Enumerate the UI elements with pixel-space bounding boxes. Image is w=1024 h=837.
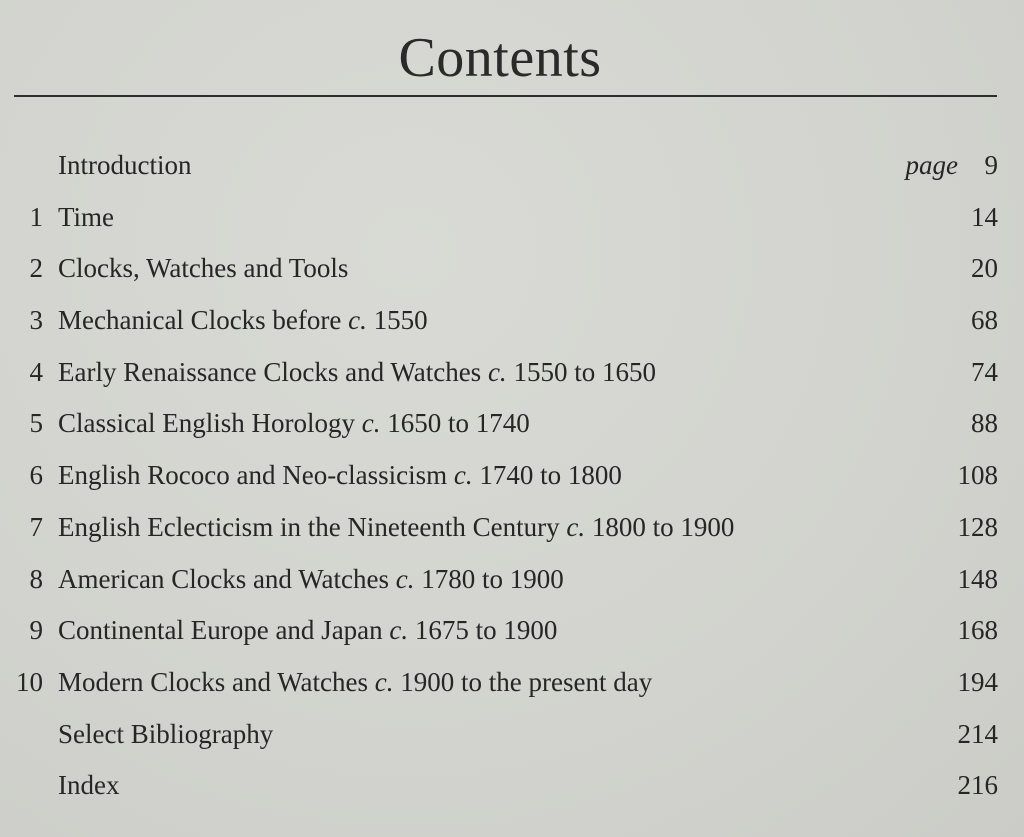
entry-dates: 1740 to 1800 <box>479 460 622 491</box>
page-number: 194 <box>957 666 998 697</box>
entry-title: Clocks, Watches and Tools <box>58 253 349 284</box>
entry-dates: 1800 to 1900 <box>591 511 735 542</box>
chapter-number: 9 <box>29 615 43 646</box>
entry-title-group <box>58 656 652 708</box>
chapter-number: 4 <box>29 356 43 387</box>
entry-title: English Eclecticism in the Nineteenth Century <box>58 511 560 542</box>
entry-dates: 1675 to 1900 <box>414 615 558 646</box>
entry-dates: 1550 <box>373 305 428 336</box>
toc-entry-2[interactable] <box>0 242 1024 294</box>
entry-title: Time <box>58 201 115 232</box>
entry-title-group <box>58 294 428 346</box>
circa-mark: c. <box>374 666 394 697</box>
entry-title: Early Renaissance Clocks and Watches <box>58 356 482 387</box>
entry-title-group <box>58 191 114 243</box>
page-number: 74 <box>971 356 998 387</box>
toc-entry-9[interactable] <box>0 604 1024 656</box>
entry-dates: 1780 to 1900 <box>421 563 564 594</box>
entry-title: Index <box>58 770 120 801</box>
entry-title: English Rococo and Neo-classicism <box>58 460 448 491</box>
entry-title: Mechanical Clocks before <box>58 305 342 336</box>
page-number: 68 <box>971 305 998 336</box>
circa-mark: c. <box>361 408 381 439</box>
chapter-number: 5 <box>29 408 43 439</box>
entry-title: American Clocks and Watches <box>58 563 389 594</box>
entry-title-group <box>58 242 348 294</box>
toc-entry-introduction[interactable] <box>0 139 1024 191</box>
title-rule <box>14 95 997 97</box>
entry-dates: 1550 to 1650 <box>513 356 656 387</box>
page-number: 148 <box>957 563 998 594</box>
entry-title: Select Bibliography <box>58 718 274 749</box>
entry-title-group <box>58 139 191 191</box>
page-word: page <box>905 150 958 180</box>
entry-title-group <box>58 708 273 760</box>
entry-title-group <box>58 501 734 553</box>
entry-title-group <box>58 759 119 811</box>
page-title: Contents <box>398 27 602 89</box>
toc-entry-3[interactable] <box>0 294 1024 346</box>
toc-entry-bibliography[interactable] <box>0 708 1024 760</box>
page-number: 216 <box>957 770 998 801</box>
circa-mark: c. <box>566 511 586 542</box>
toc-entry-7[interactable] <box>0 501 1024 553</box>
page-number: 108 <box>957 460 998 491</box>
entry-title-group <box>58 449 622 501</box>
entry-title-group <box>58 604 557 656</box>
chapter-number: 8 <box>29 563 43 594</box>
toc-entry-6[interactable] <box>0 449 1024 501</box>
entry-title-group <box>58 553 564 605</box>
page-number: 20 <box>971 253 998 284</box>
entry-title: Classical English Horology <box>58 408 355 439</box>
circa-mark: c. <box>487 356 507 387</box>
toc-entry-4[interactable] <box>0 346 1024 398</box>
chapter-number: 2 <box>29 253 43 284</box>
toc-entry-5[interactable] <box>0 397 1024 449</box>
page-number: 88 <box>971 408 998 439</box>
toc-entry-1[interactable] <box>0 191 1024 243</box>
entry-title: Introduction <box>58 150 192 180</box>
circa-mark: c. <box>453 460 473 491</box>
chapter-number: 3 <box>29 305 43 336</box>
chapter-number: 7 <box>29 511 43 542</box>
chapter-number: 1 <box>29 201 43 232</box>
circa-mark: c. <box>389 615 409 646</box>
entry-title: Modern Clocks and Watches <box>58 666 369 697</box>
entry-title: Continental Europe and Japan <box>58 615 383 646</box>
table-of-contents <box>0 139 1024 811</box>
circa-mark: c. <box>348 305 367 336</box>
entry-dates: 1900 to the present day <box>400 666 653 697</box>
page-number: 168 <box>957 615 998 646</box>
chapter-number: 6 <box>29 460 43 491</box>
toc-entry-10[interactable] <box>0 656 1024 708</box>
toc-entry-index[interactable] <box>0 759 1024 811</box>
entry-title-group <box>58 397 530 449</box>
chapter-number: 10 <box>16 666 43 697</box>
entry-title-group <box>58 346 656 398</box>
toc-entry-8[interactable] <box>0 553 1024 605</box>
page-number: 9 <box>984 150 998 180</box>
circa-mark: c. <box>395 563 415 594</box>
entry-dates: 1650 to 1740 <box>387 408 530 439</box>
page-number: 128 <box>957 511 998 542</box>
page-number: 14 <box>971 201 998 232</box>
page-number: 214 <box>957 718 998 749</box>
